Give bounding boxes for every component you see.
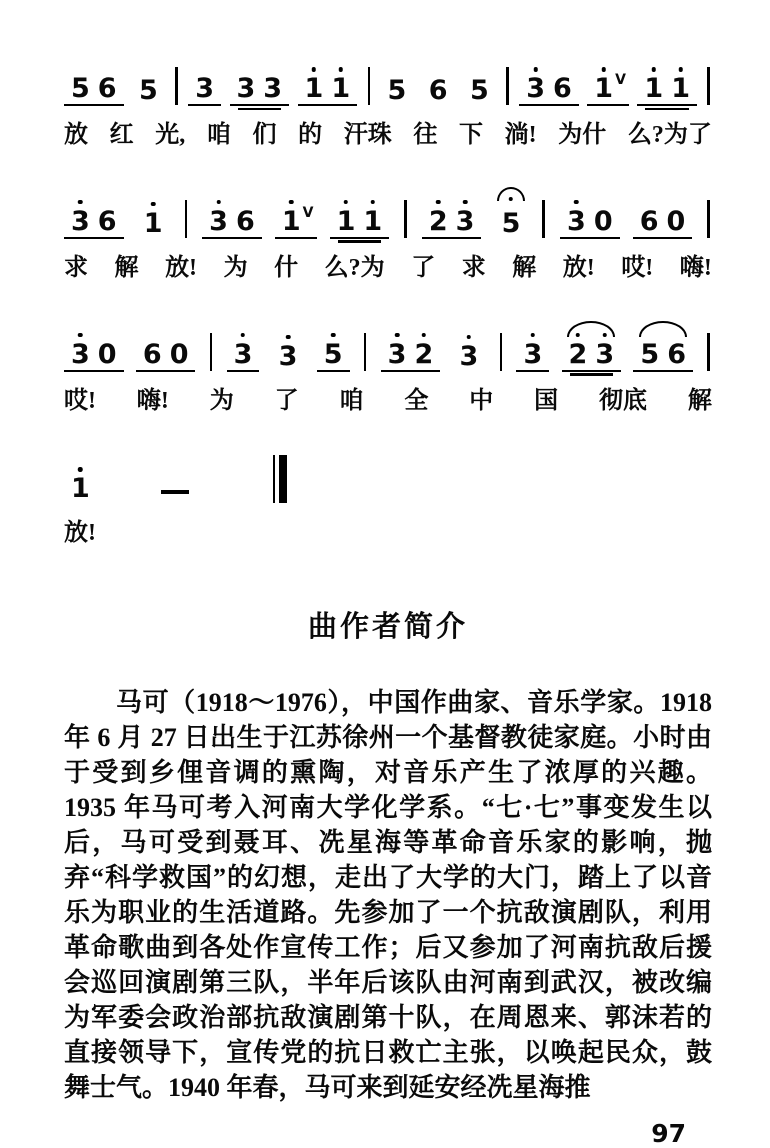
note-group (422, 196, 482, 239)
note-group (381, 65, 414, 106)
note: 3 (452, 208, 479, 235)
note-group (317, 329, 350, 372)
lyric-syllable: 么?为 (324, 254, 385, 281)
notation-row (64, 187, 712, 239)
lyric-syllable: 的 (298, 122, 323, 148)
lyric-syllable: 为 (223, 254, 248, 281)
note: 0 (97, 338, 117, 370)
note: 5 (71, 73, 90, 104)
note: 3 (522, 75, 549, 102)
note: 6 (97, 205, 117, 237)
note-group (330, 196, 390, 239)
note-group (562, 329, 622, 372)
note: 0 (666, 205, 686, 237)
note: 3 (591, 341, 618, 368)
note-group (64, 329, 124, 372)
note: 3 (263, 73, 283, 104)
note-group (230, 63, 290, 106)
note-group (453, 331, 486, 372)
biography-paragraph: 马可（1918～1976），中国作曲家、音乐学家。1918 年 6 月 27 日出生于江苏徐州一个基督教徒家庭。小时由于受到乡俚音调的熏陶，对音乐产生了浓厚的兴趣。1935 年马可考入河南大学化学系。“七·七”事变发生以后，马可受到聂耳、冼星海等革命音乐家的影响，抛弃“科学救国”的幻想，走出了大学的大门，踏上了以音乐为职业的生活道路。先参加了一个抗敌演剧队，利用革命歌曲到各处作宣传工作；后又参加了河南抗敌后援会巡回演剧第三队，半年后该队由河南到武汉，被改编为军委会政治部抗敌演剧第十队，在周恩来、郭沫若的直接领导下，宣传党的抗日救亡主张，以唤起民众，鼓舞士气。1940 年春，马可来到延安经冼星海推 (64, 688, 712, 1103)
note-group (495, 198, 528, 239)
lyric-syllable: 国 (534, 387, 559, 414)
lyric-syllable: 红 (109, 122, 134, 148)
note-group (637, 63, 697, 106)
note-group (422, 65, 455, 106)
barline (210, 333, 213, 371)
note: 0 (169, 338, 189, 370)
note: 3 (275, 343, 302, 370)
lyric-syllable: 放! (64, 520, 96, 547)
note: 1 (140, 210, 167, 237)
lyrics-row (64, 254, 712, 283)
page-number: 97 (651, 1119, 686, 1148)
lyric-syllable: 咱 (339, 387, 364, 414)
barline (506, 67, 509, 105)
note: 6 (235, 205, 255, 237)
note: 5 (387, 75, 407, 106)
note-group (463, 65, 496, 106)
note-group (298, 63, 358, 106)
note-group (188, 63, 221, 106)
lyric-syllable: 中 (469, 387, 494, 414)
note: 3 (230, 341, 257, 368)
lyric-syllable: 么?为了 (627, 122, 712, 148)
lyric-syllable: 求 (461, 254, 486, 281)
lyric-syllable: 了 (411, 254, 436, 281)
note-group (132, 65, 165, 106)
note: 3 (236, 73, 256, 104)
note: 3 (519, 341, 546, 368)
lyric-syllable: 为 (209, 387, 234, 414)
lyric-syllable: 下 (459, 122, 483, 148)
lyric-syllable: 解 (512, 254, 537, 281)
barline (364, 333, 367, 371)
note: 3 (563, 208, 590, 235)
note: 6 (142, 338, 162, 370)
barline (185, 200, 188, 238)
note: 3 (205, 208, 232, 235)
note: 6 (97, 73, 117, 104)
score-system (64, 452, 712, 548)
lyrics-row (64, 121, 712, 150)
note: 3 (67, 208, 94, 235)
held-note-dash (161, 490, 189, 495)
note: 5 (320, 341, 347, 368)
breath-mark-icon: V (302, 204, 314, 221)
note: 2 (425, 208, 452, 235)
lyric-syllable: 哎! (621, 254, 654, 281)
note-group (136, 329, 196, 372)
notation-row (64, 452, 712, 504)
note-group (381, 329, 441, 372)
note: 5 (139, 75, 158, 106)
note-group (64, 463, 97, 504)
lyric-syllable: 嗨! (679, 254, 712, 281)
barline (368, 67, 371, 105)
note: 5 (470, 75, 489, 106)
note: 6 (639, 205, 659, 237)
note: 1 (667, 75, 694, 102)
final-barline (273, 455, 287, 503)
lyric-syllable: 全 (404, 387, 429, 414)
note: 2 (410, 341, 437, 368)
note: 1 (333, 208, 360, 235)
note: 1 (327, 75, 354, 102)
note: 5 (640, 338, 660, 370)
lyric-syllable: 淌! (504, 122, 537, 148)
barline-thin (273, 455, 276, 503)
lyric-syllable: 什 (274, 254, 299, 281)
note: 0 (593, 205, 613, 237)
note-group (137, 198, 170, 239)
lyric-syllable: 咱 (206, 122, 231, 148)
note-group (519, 63, 579, 106)
lyric-syllable: 汗珠 (343, 122, 392, 148)
note: 1 (590, 75, 617, 102)
note: 1 (359, 208, 386, 235)
lyric-syllable: 解 (687, 387, 712, 414)
barline-thick (279, 455, 287, 503)
barline (175, 67, 178, 105)
lyric-syllable: 哎! (64, 387, 96, 414)
note: 3 (456, 343, 483, 370)
score-system (64, 320, 712, 416)
score-system (64, 54, 712, 150)
lyric-syllable: 们 (252, 122, 277, 148)
music-score (64, 54, 712, 548)
breath-mark-icon: V (615, 72, 626, 88)
note: 2 (565, 341, 592, 368)
lyric-syllable: 往 (413, 122, 438, 148)
lyrics-row (64, 387, 712, 416)
lyrics-row (64, 519, 712, 548)
note: 1 (301, 75, 328, 102)
score-system (64, 187, 712, 283)
notation-row (64, 54, 712, 106)
note: 6 (667, 338, 687, 370)
note-group (272, 331, 305, 372)
note-group (227, 329, 260, 372)
section-heading: 曲作者简介 (307, 611, 468, 644)
lyric-syllable: 放! (165, 254, 198, 281)
lyric-syllable: 解 (114, 254, 139, 281)
note: 3 (384, 341, 411, 368)
note-group (202, 196, 262, 239)
lyric-syllable: 嗨! (136, 387, 169, 414)
note-group (516, 329, 549, 372)
notation-row (64, 320, 712, 372)
barline (542, 200, 545, 238)
note: 3 (195, 73, 215, 104)
note-group (64, 63, 124, 106)
note: 6 (553, 73, 572, 104)
lyric-syllable: 放! (562, 254, 595, 281)
note-group (633, 329, 693, 372)
lyric-syllable: 求 (64, 254, 88, 281)
note-group (64, 196, 124, 239)
lyric-syllable: 光, (155, 122, 186, 148)
barline (707, 200, 710, 238)
lyric-syllable: 了 (274, 387, 299, 414)
note-group (633, 196, 693, 239)
lyric-syllable: 彻底 (599, 387, 647, 414)
note-fermata: 5 (498, 210, 525, 237)
note: 1 (278, 208, 305, 235)
note: 3 (67, 341, 94, 368)
note-group (560, 196, 620, 239)
note: 1 (67, 475, 94, 502)
barline (707, 67, 710, 105)
barline (707, 333, 710, 371)
lyric-syllable: 为什 (558, 122, 607, 148)
lyric-syllable: 放 (64, 122, 88, 148)
note-group (587, 63, 629, 106)
note: 6 (428, 75, 448, 106)
barline (404, 200, 407, 238)
note-group (275, 196, 317, 239)
note: 1 (640, 75, 667, 102)
barline (500, 333, 503, 371)
